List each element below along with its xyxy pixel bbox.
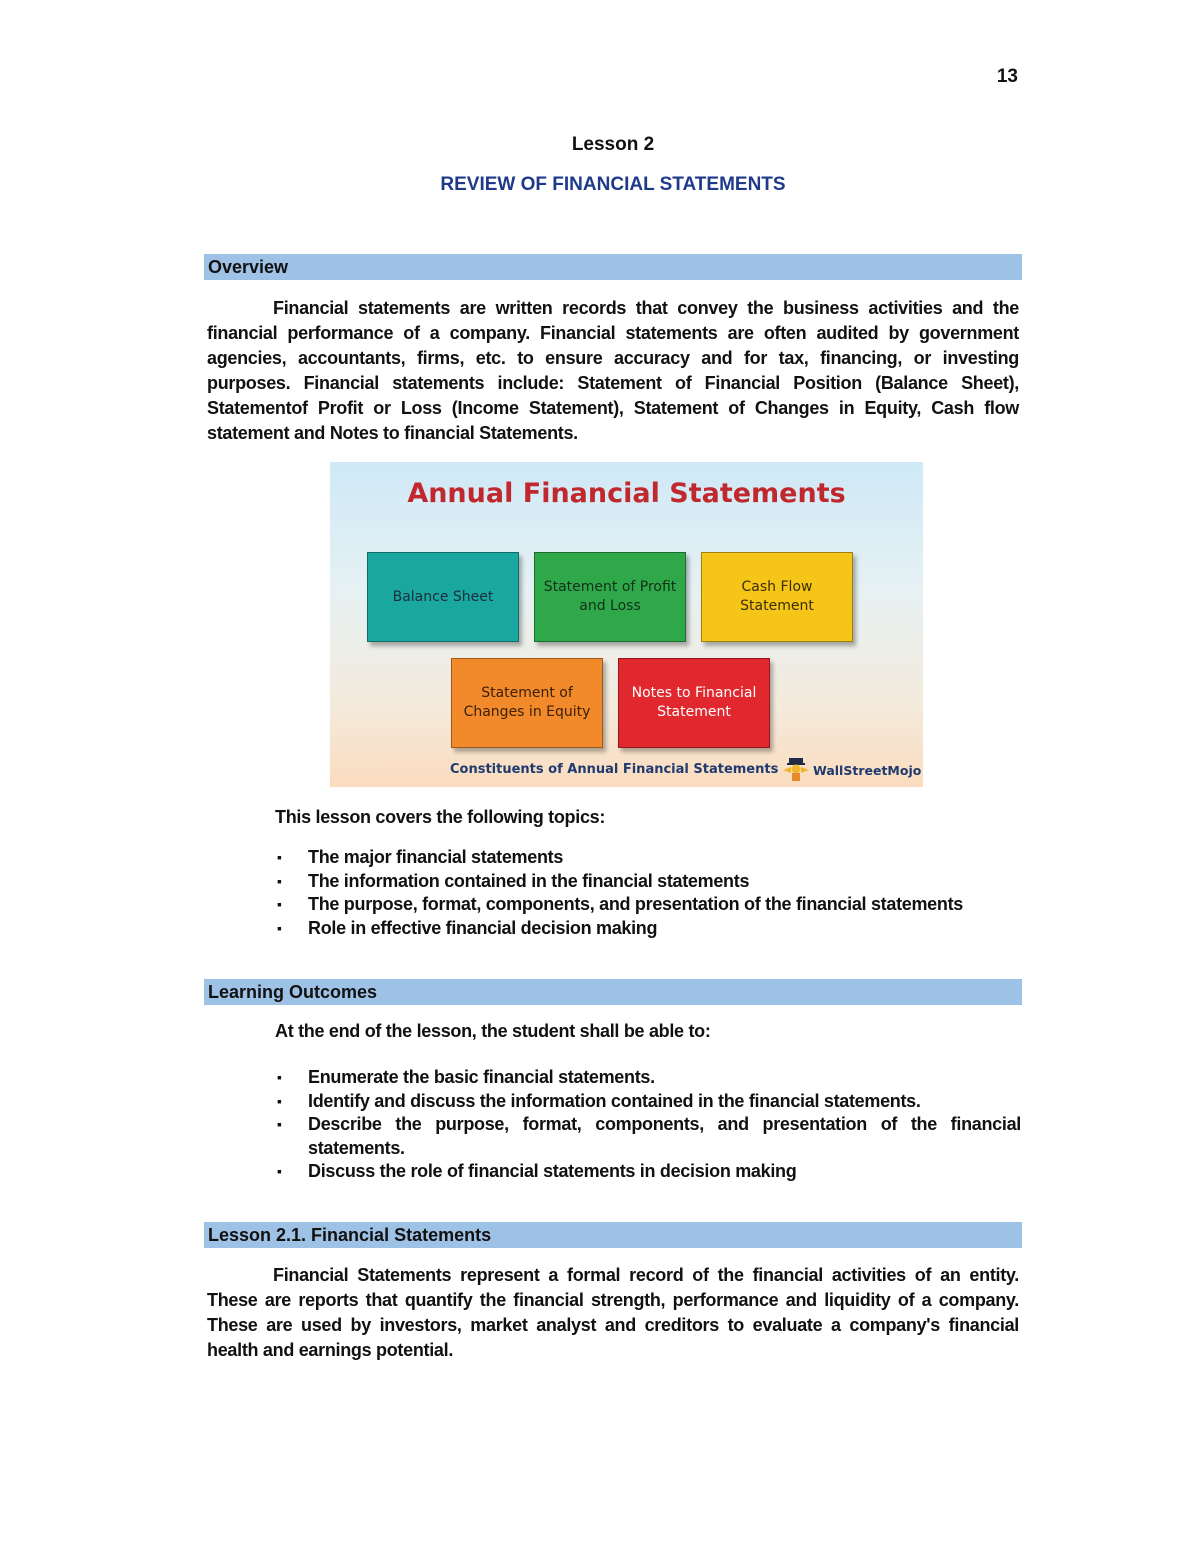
list-item: ▪ Enumerate the basic financial statements. (275, 1066, 1021, 1090)
lesson-label: Lesson 2 (571, 134, 655, 155)
learning-outcomes-heading: Learning Outcomes (204, 979, 1022, 1005)
overview-heading: Overview (204, 254, 1022, 280)
page-number: 13 (996, 66, 1018, 87)
list-item: ▪ Role in effective financial decision making (275, 917, 1021, 941)
topics-intro: This lesson covers the following topics: (275, 807, 606, 827)
lesson-2-1-paragraph (207, 1263, 1019, 1363)
list-item: ▪ Describe the purpose, format, components, and presentation of the financial statements. (275, 1113, 1021, 1160)
list-item: ▪ The major financial statements (275, 846, 1021, 870)
overview-paragraph (207, 296, 1019, 446)
topics-list (275, 846, 1021, 940)
overview-text: Financial statements are written records that convey the business activities and the financial performance of a company. Financial statements are often audited by government agencies, accountants, firms, etc. to ensure accuracy and for tax, financing, or investing purposes. Financial statements include: Statement of Financial Position (Balance Sheet), Statementof Profit or Loss (Income Statement), Statement of Changes in Equity, Cash flow statement and Notes to financial Statements. (207, 298, 1019, 443)
box-balance-sheet: Balance Sheet (367, 552, 519, 642)
lesson-title: REVIEW OF FINANCIAL STATEMENTS (440, 174, 786, 195)
box-cash-flow: Cash Flow Statement (701, 552, 853, 642)
lesson-2-1-heading: Lesson 2.1. Financial Statements (204, 1222, 1022, 1248)
outcomes-list (275, 1066, 1021, 1184)
wallstreetmojo-logo-icon (782, 756, 810, 784)
box-changes-equity: Statement of Changes in Equity (451, 658, 603, 748)
wallstreetmojo-brand: WallStreetMojo (813, 763, 922, 778)
lesson-2-1-text: Financial Statements represent a formal record of the financial activities of an entity. These are reports that quantify the financial strength, performance and liquidity of a company. These are used by investors, market analyst and creditors to evaluate a company's financial health and earnings potential. (207, 1265, 1019, 1360)
list-item: ▪ Identify and discuss the information contained in the financial statements. (275, 1090, 1021, 1114)
list-item: ▪ Discuss the role of financial statements in decision making (275, 1160, 1021, 1184)
annual-financial-statements-figure (330, 462, 923, 787)
list-item: ▪ The information contained in the financial statements (275, 870, 1021, 894)
box-notes: Notes to Financial Statement (618, 658, 770, 748)
box-profit-loss: Statement of Profit and Loss (534, 552, 686, 642)
figure-title: Annual Financial Statements (407, 478, 846, 509)
list-item: ▪ The purpose, format, components, and presentation of the financial statements (275, 893, 1021, 917)
figure-caption: Constituents of Annual Financial Statements (450, 762, 779, 777)
outcomes-intro: At the end of the lesson, the student shall be able to: (275, 1021, 711, 1041)
